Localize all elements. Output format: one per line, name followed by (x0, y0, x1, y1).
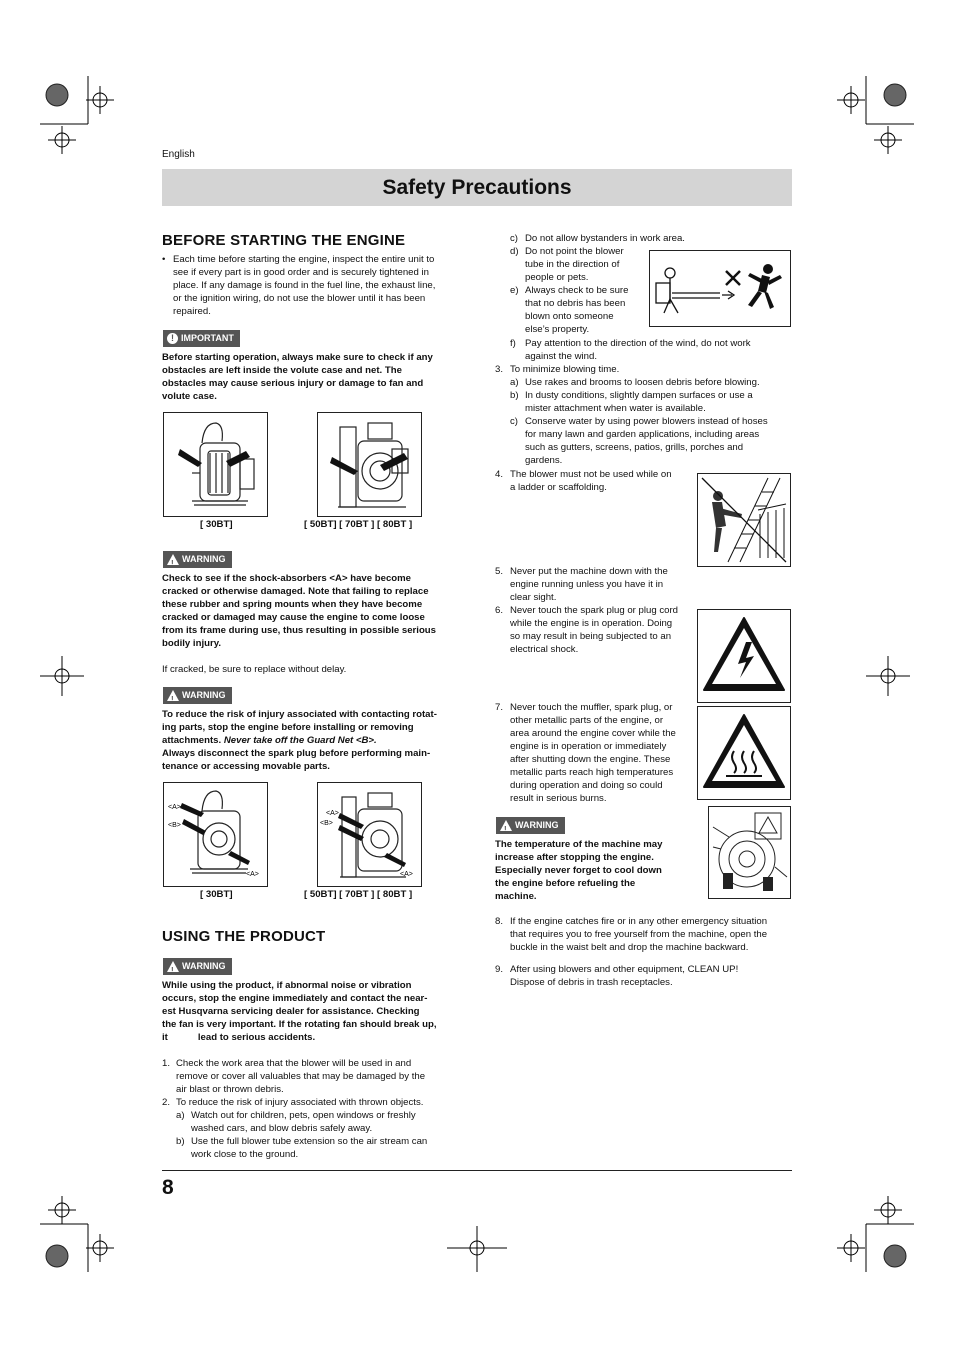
item-6: 6. Never touch the spark plug or plug cord while the engine is in operation. Doing so may result in being subjected to an electrical shock. (495, 605, 678, 655)
fig2-caption-left: [ 30BT] (200, 889, 233, 900)
item-9: 9. After using blowers and other equipment, CLEAN UP! Dispose of debris in trash receptacles. (495, 964, 739, 988)
important-text: Before starting operation, always make sure to check if any obstacles are left inside the volute case and net. The obstacles may cause serious injury or damage to fan and volute case. (162, 352, 433, 402)
blower-illustration-icon (164, 413, 267, 516)
electric-shock-figure (697, 609, 791, 703)
warning-badge: ! WARNING (163, 551, 232, 568)
engine-detail-figure (708, 806, 791, 899)
warning-badge: ! WARNING (163, 687, 232, 704)
before-starting-heading: BEFORE STARTING THE ENGINE (162, 232, 406, 249)
label-b: <B> (320, 820, 333, 827)
fig2-caption-right: [ 50BT] [ 70BT ] [ 80BT ] (304, 889, 413, 900)
no-pointing-at-people-icon (650, 251, 790, 326)
fig1-caption-left: [ 30BT] (200, 519, 233, 530)
using-item-2: 2. To reduce the risk of injury associated with thrown objects. (162, 1097, 424, 1108)
item-3: 3. To minimize blowing time. (495, 364, 620, 375)
important-badge: ! IMPORTANT (163, 330, 240, 347)
warning1-note: If cracked, be sure to replace without delay. (162, 664, 347, 675)
item-7: 7. Never touch the muffler, spark plug, or other metallic parts of the engine, or area around the engine cover while the engine is in operation or immediately after shutting down the engine. These metallic parts reach high temperatures during operation and doing so could result in serious burns. (495, 702, 676, 804)
title-bar (162, 169, 792, 206)
using-item-2a: a) Watch out for children, pets, open windows or freshly washed cars, and blow debris safely away. (176, 1110, 416, 1134)
label-a: <A> (168, 804, 181, 811)
label-a: <A> (246, 871, 259, 878)
do-not-point-figure (649, 250, 791, 327)
label-b: <B> (168, 822, 181, 829)
hot-surface-figure (697, 706, 791, 800)
using-product-heading: USING THE PRODUCT (162, 928, 326, 945)
warning2-text: To reduce the risk of injury associated with contacting rotat- ing parts, stop the engine before installing or removing attachments. Never take off the Guard Net <B>. Always disconnect the spark plug before performing main- tenance or accessing movable parts. (162, 709, 437, 772)
item-4: 4. The blower must not be used while on a ladder or scaffolding. (495, 469, 672, 493)
blower-50bt-figure (317, 412, 422, 517)
warning-icon (167, 961, 179, 972)
page-number: 8 (162, 1176, 174, 1199)
blower-illustration-icon (164, 783, 267, 886)
before-starting-intro: • Each time before starting the engine, inspect the entire unit to see if every part is in good order and is securely tightened in place. If any damage is found in the fuel line, the exhaust line, or the ignition wiring, do not use the blower until it has been repaired. (162, 254, 436, 317)
label-a: <A> (400, 871, 413, 878)
warning-icon (167, 690, 179, 701)
warning-badge: ! WARNING (496, 817, 565, 834)
item-3c: c) Conserve water by using power blowers instead of hoses for many lawn and garden applications, including areas such as gutters, screens, patios, grills, porches and gardens. (510, 416, 768, 466)
using-warning-text: While using the product, if abnormal noise or vibration occurs, stop the engine immediately and contact the near- est Husqvarna servicing dealer for assistance. Checking the fan is very important. If the rotating fan should break up, it lead to serious accidents. (162, 980, 437, 1043)
blower-illustration-icon (318, 413, 421, 516)
high-voltage-icon (698, 610, 790, 702)
label-a: <A> (326, 810, 339, 817)
page-title: Safety Precautions (382, 176, 572, 199)
hot-surface-icon (698, 707, 790, 799)
blower-30bt-figure (163, 412, 268, 517)
footer-rule (162, 1170, 792, 1171)
item-5: 5. Never put the machine down with the engine running unless you have it in clear sight. (495, 566, 668, 603)
no-ladder-icon (698, 474, 790, 566)
warning-badge: ! WARNING (163, 958, 232, 975)
warning-icon (167, 554, 179, 565)
item-e: e) Always check to be sure that no debris has been blown onto someone else’s property. (510, 285, 629, 335)
item-3b: b) In dusty conditions, slightly dampen surfaces or use a mister attachment when water is available. (510, 390, 753, 414)
using-item-1: 1. Check the work area that the blower will be used in and remove or cover all valuables that may be damaged by the air blast or thrown debris. (162, 1058, 426, 1095)
item-d: d) Do not point the blower tube in the direction of people or pets. (510, 246, 624, 283)
warning-icon (500, 820, 512, 831)
fig1-caption-right: [ 50BT] [ 70BT ] [ 80BT ] (304, 519, 413, 530)
item-8: 8. If the engine catches fire or in any other emergency situation that requires you to free yourself from the machine, open the buckle in the waist belt and drop the machine backward. (495, 916, 768, 953)
no-ladder-figure (697, 473, 791, 567)
engine-illustration-icon (709, 807, 790, 898)
guard-net-30bt-figure (163, 782, 268, 887)
item-c: c) Do not allow bystanders in work area. (510, 233, 685, 244)
warning1-text: Check to see if the shock-absorbers <A> have become cracked or otherwise damaged. Note that failing to replace these rubber and spring mounts when they have become cracked or damaged may cause the engine to come loose from its frame during use, thus resulting in possible serious bodily injury. (162, 573, 437, 649)
right-warning-text: The temperature of the machine may increase after stopping the engine. Especially never forget to cool down the engine before refueling the machine. (495, 839, 663, 902)
item-3a: a) Use rakes and brooms to loosen debris before blowing. (510, 377, 760, 388)
using-item-2b: b) Use the full blower tube extension so the air stream can work close to the ground. (176, 1136, 428, 1160)
important-icon: ! (167, 333, 178, 344)
language-label: English (162, 149, 195, 160)
item-f: f) Pay attention to the direction of the wind, do not work against the wind. (510, 338, 751, 362)
guard-net-50bt-figure (317, 782, 422, 887)
blower-illustration-icon (318, 783, 421, 886)
